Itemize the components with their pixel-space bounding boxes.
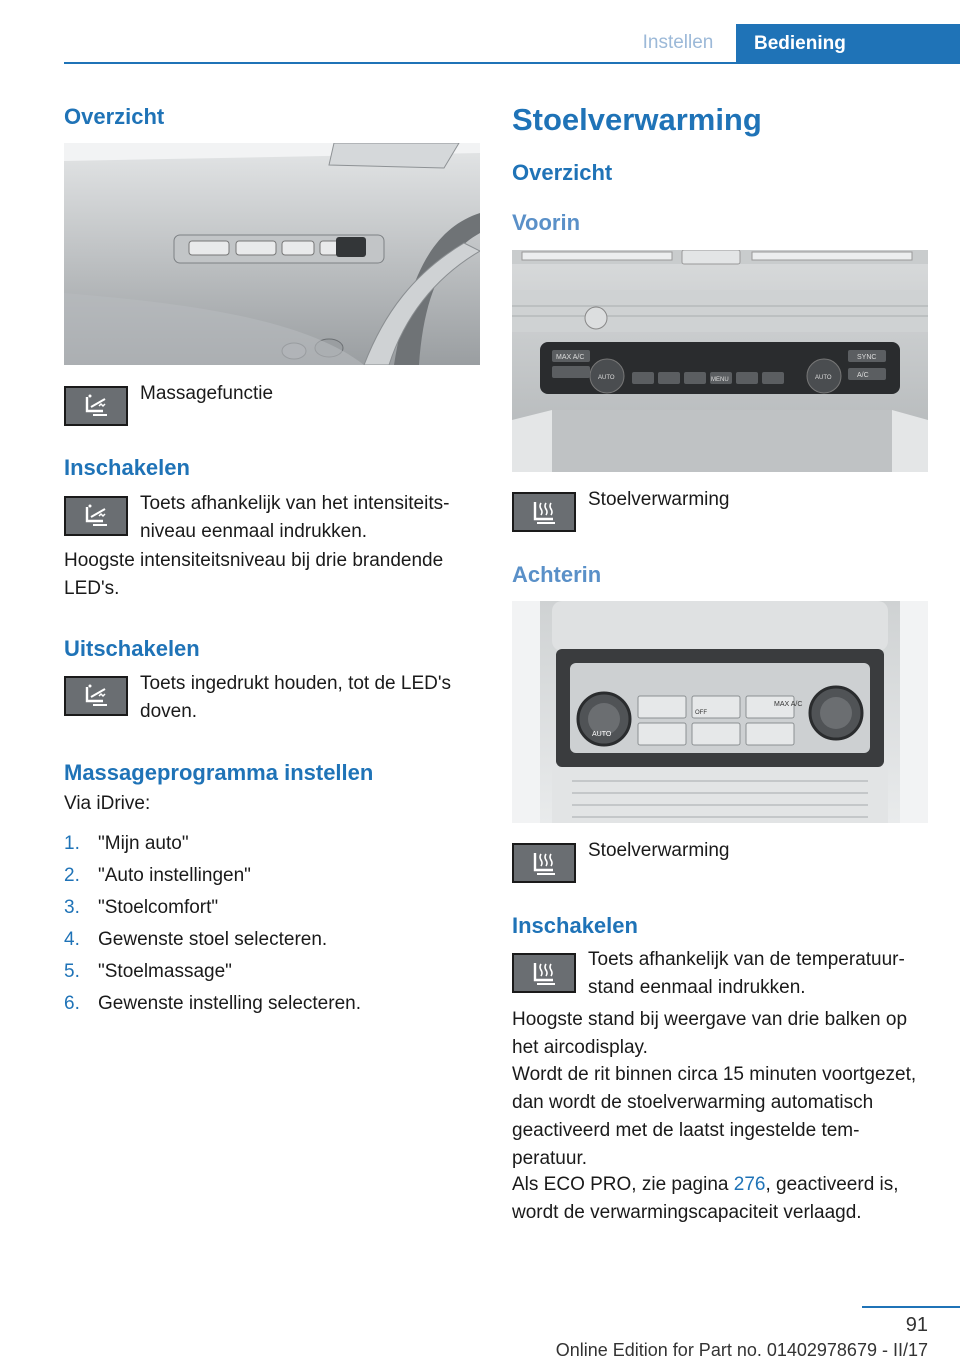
label-sync: SYNC bbox=[857, 354, 877, 361]
step-text: "Auto instellingen" bbox=[98, 865, 251, 886]
step-text: "Stoelmassage" bbox=[98, 961, 232, 982]
step-text: "Mijn auto" bbox=[98, 833, 189, 854]
page-number: 91 bbox=[905, 1314, 928, 1336]
idrive-steps-list bbox=[64, 828, 480, 1020]
label-max-ac-rear: MAX A/C bbox=[774, 701, 803, 708]
section-title-massageprogramma: Massageprogramma instellen bbox=[64, 760, 374, 785]
section-title-inschakelen-right: Inschakelen bbox=[512, 913, 638, 938]
step-number: 6. bbox=[64, 993, 80, 1014]
door-panel-photo bbox=[64, 143, 480, 365]
front-climate-panel-photo bbox=[512, 250, 928, 472]
section-title-inschakelen: Inschakelen bbox=[64, 455, 190, 480]
label-auto-front-left: AUTO bbox=[598, 375, 615, 381]
section-title-overzicht: Overzicht bbox=[64, 104, 165, 129]
tab-instellen[interactable]: Instellen bbox=[642, 32, 714, 53]
label-ac: A/C bbox=[857, 372, 869, 379]
step-number: 1. bbox=[64, 833, 80, 854]
step-text: "Stoelcomfort" bbox=[98, 897, 219, 918]
list-item bbox=[64, 988, 480, 1020]
page-title: Stoelverwarming bbox=[512, 102, 762, 137]
step-number: 3. bbox=[64, 897, 80, 918]
edition-footer: Online Edition for Part no. 01402978679 - II/17 bbox=[555, 1340, 928, 1360]
seat-heating-icon bbox=[512, 843, 576, 883]
label-auto-rear: AUTO bbox=[592, 731, 612, 738]
header-divider bbox=[64, 62, 960, 64]
via-idrive-text: Via iDrive: bbox=[64, 793, 151, 814]
subsection-title-voorin: Voorin bbox=[512, 210, 581, 235]
seat-heating-front-label: Stoelverwarming bbox=[588, 489, 730, 510]
inschakelen-note: Hoogste intensiteitsniveau bij drie brandende LED's. bbox=[64, 550, 444, 599]
step-text: Gewenste stoel selecteren. bbox=[98, 929, 328, 950]
step-text: Gewenste instelling selecteren. bbox=[98, 993, 361, 1014]
inschakelen-instruction: Toets afhankelijk van het intensiteitsniveau eenmaal indrukken. bbox=[140, 493, 450, 542]
eco-pro-text-before: Als ECO PRO, zie pagina bbox=[512, 1174, 734, 1195]
paragraph-eco-pro bbox=[512, 1171, 928, 1227]
rear-climate-panel-photo bbox=[512, 601, 928, 823]
list-item bbox=[64, 860, 480, 892]
eco-pro-text-after: , geactiveerd is, wordt de verwarmingscapaciteit verlaagd. bbox=[512, 1174, 899, 1223]
uitschakelen-instruction: Toets ingedrukt houden, tot de LED's doven. bbox=[140, 673, 451, 722]
label-off: OFF bbox=[695, 710, 707, 716]
footer-divider bbox=[862, 1306, 960, 1308]
label-auto-front-right: AUTO bbox=[815, 375, 832, 381]
page-reference-link[interactable]: 276 bbox=[733, 1174, 766, 1195]
label-max-ac: MAX A/C bbox=[556, 354, 585, 361]
list-item bbox=[64, 956, 480, 988]
list-item bbox=[64, 892, 480, 924]
paragraph-display-bars: Hoogste stand bij weergave van drie balken op het aircodisplay. bbox=[512, 1009, 908, 1058]
label-menu: MENU bbox=[711, 377, 729, 383]
step-number: 4. bbox=[64, 929, 80, 950]
section-title-uitschakelen: Uitschakelen bbox=[64, 636, 200, 661]
paragraph-auto-reactivation: Wordt de rit binnen circa 15 minuten voortgezet, dan wordt de stoelverwarming automatisch geactiveerd met de laatst ingestelde temperatuur. bbox=[512, 1064, 917, 1169]
inschakelen-right-instruction: Toets afhankelijk van de temperatuurstand eenmaal indrukken. bbox=[588, 949, 905, 998]
step-number: 5. bbox=[64, 961, 80, 982]
list-item bbox=[64, 924, 480, 956]
massage-icon bbox=[64, 496, 128, 536]
seat-heating-rear-label: Stoelverwarming bbox=[588, 840, 730, 861]
massage-icon bbox=[64, 386, 128, 426]
seat-heating-icon bbox=[512, 953, 576, 993]
seat-heating-icon bbox=[512, 492, 576, 532]
massage-icon bbox=[64, 676, 128, 716]
section-title-overzicht-right: Overzicht bbox=[512, 160, 613, 185]
subsection-title-achterin: Achterin bbox=[512, 562, 602, 587]
list-item bbox=[64, 828, 480, 860]
tab-bediening[interactable]: Bediening bbox=[736, 24, 960, 64]
step-number: 2. bbox=[64, 865, 80, 886]
massage-function-label: Massagefunctie bbox=[140, 383, 274, 404]
